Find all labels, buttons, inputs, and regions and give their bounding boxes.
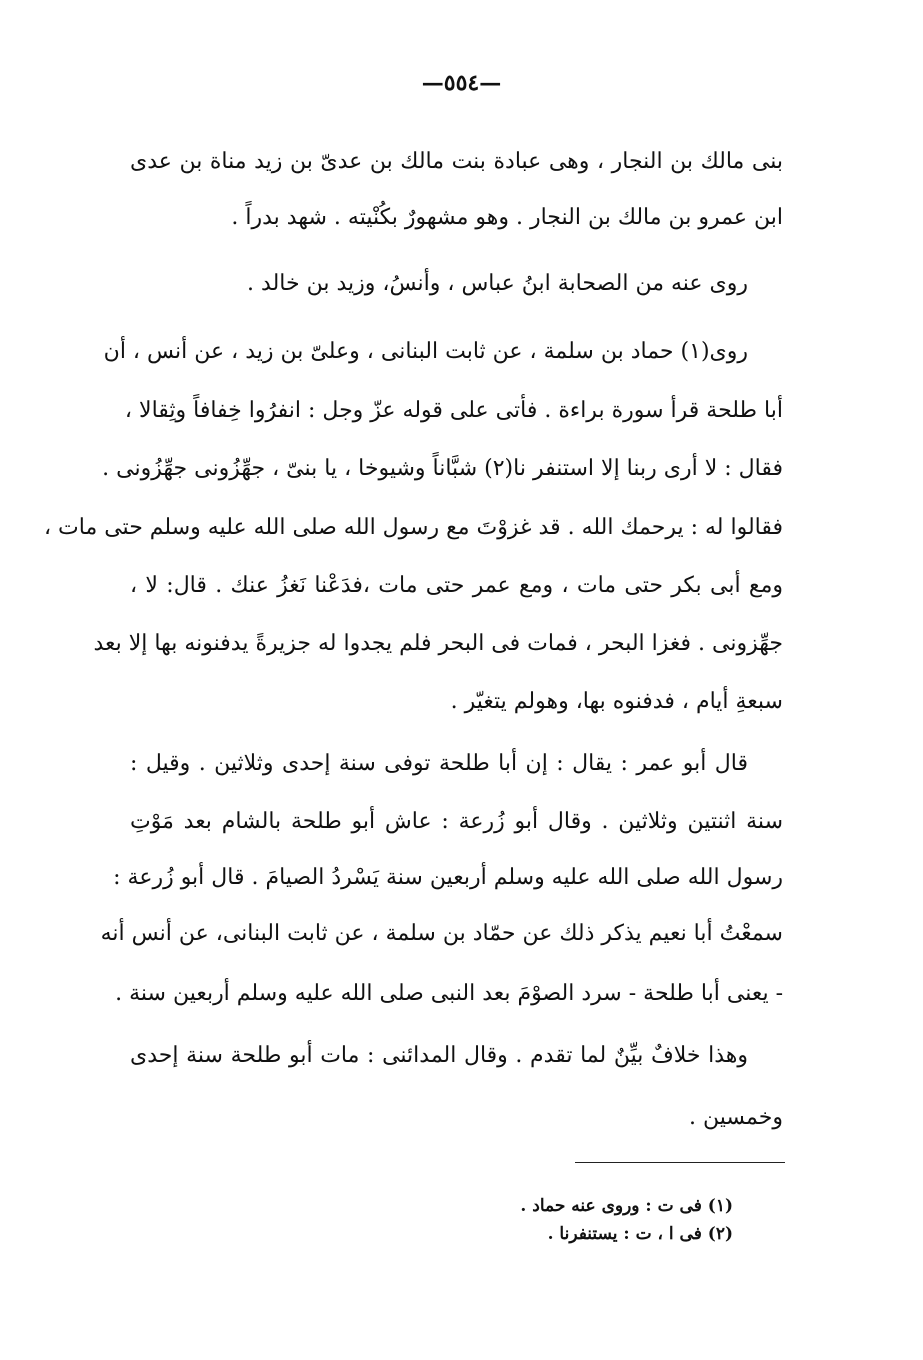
- text-line: روى عنه من الصحابة ابنُ عباس ، وأنسُ، وزيد بن خالد .: [247, 271, 748, 296]
- text-line: فقالوا له : يرحمك الله . قد غزوْتَ مع رسول الله صلى الله عليه وسلم حتى مات ،: [43, 515, 783, 540]
- text-line: جهِّزونى . فغزا البحر ، فمات فى البحر فلم يجدوا له جزيرةً يدفنونه بها إلا بعد: [93, 631, 783, 656]
- text-line: قال أبو عمر : يقال : إن أبا طلحة توفى سنة إحدى وثلاثين . وقيل :: [130, 751, 748, 776]
- footnote: (١) فى ت : وروى عنه حماد .: [520, 1196, 733, 1216]
- text-line: وهذا خلافٌ بيِّنٌ لما تقدم . وقال المدائنى : مات أبو طلحة سنة إحدى: [130, 1043, 748, 1068]
- text-line: ومع أبى بكر حتى مات ، ومع عمر حتى مات ،فدَعْنا نَغزُ عنك . قال: لا ،: [130, 573, 783, 598]
- text-line: سمعْتُ أبا نعيم يذكر ذلك عن حمّاد بن سلمة ، عن ثابت البنانى، عن أنس أنه: [100, 921, 783, 946]
- footnote-divider: [575, 1162, 785, 1163]
- text-line: وخمسين .: [689, 1105, 783, 1130]
- text-line: بنى مالك بن النجار ، وهى عبادة بنت مالك بن عدىّ بن زيد مناة بن عدى: [130, 149, 783, 174]
- footnote: (٢) فى ا ، ت : يستنفرنا .: [547, 1224, 733, 1244]
- text-line: أبا طلحة قرأ سورة براءة . فأتى على قوله عزّ وجل : انفرُوا خِفافاً وثِقالا ،: [124, 398, 783, 423]
- text-line: روى(١) حماد بن سلمة ، عن ثابت البنانى ، وعلىّ بن زيد ، عن أنس ، أن: [103, 339, 748, 364]
- text-line: فقال : لا أرى ربنا إلا استنفر نا(٢) شبَّاناً وشيوخا ، يا بنىّ ، جهِّزُونى جهِّزُونى .: [102, 456, 783, 481]
- page-number: —٥٥٤—: [421, 70, 502, 96]
- text-line: سنة اثنتين وثلاثين . وقال أبو زُرعة : عاش أبو طلحة بالشام بعد مَوْتِ: [130, 809, 783, 834]
- text-line: ابن عمرو بن مالك بن النجار . وهو مشهورٌ بكُنْيته . شهد بدراً .: [231, 205, 783, 230]
- text-line: رسول الله صلى الله عليه وسلم أربعين سنة يَسْردُ الصيامَ . قال أبو زُرعة :: [113, 865, 783, 890]
- text-line: سبعةِ أيام ، فدفنوه بها، وهولم يتغيّر .: [450, 689, 783, 714]
- text-line: - يعنى أبا طلحة - سرد الصوْمَ بعد النبى صلى الله عليه وسلم أربعين سنة .: [115, 981, 783, 1006]
